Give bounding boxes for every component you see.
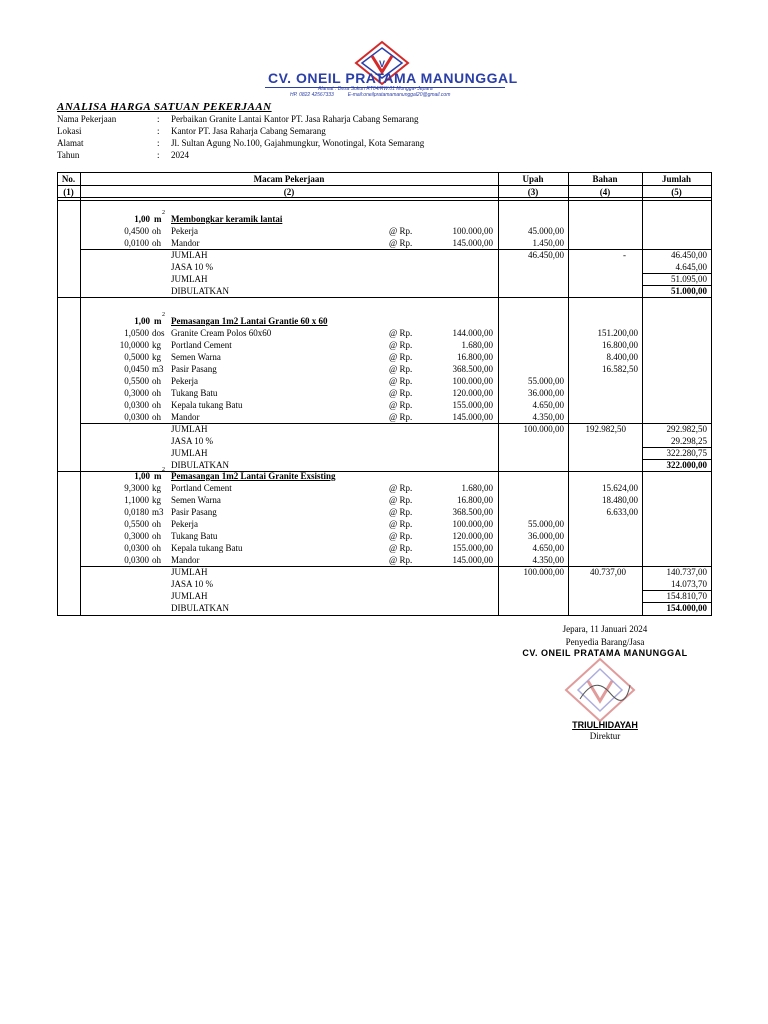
section-unit: m (154, 471, 162, 481)
item-coef: 1,0500 (124, 328, 149, 338)
summary-dibulatkan: 322.000,00 (666, 460, 707, 470)
item-unit: oh (152, 531, 161, 541)
item-upah: 4.650,00 (532, 543, 564, 553)
item-price: 1.680,00 (461, 340, 493, 350)
item-unit: oh (152, 388, 161, 398)
item-at: @ Rp. (389, 388, 413, 398)
item-name: Pekerja (171, 226, 198, 236)
item-upah: 55.000,00 (528, 519, 564, 529)
item-at: @ Rp. (389, 483, 413, 493)
item-unit: oh (152, 543, 161, 553)
item-at: @ Rp. (389, 238, 413, 248)
item-bahan: 18.480,00 (602, 495, 638, 505)
info-label: Alamat (57, 138, 84, 148)
item-name: Mandor (171, 412, 200, 422)
header-double-rule (57, 200, 711, 201)
item-price: 100.000,00 (452, 376, 493, 386)
col-rule-upah (568, 172, 569, 615)
header-no: No. (61, 174, 76, 184)
summary-jasa: 4.645,00 (675, 262, 707, 272)
item-price: 100.000,00 (452, 226, 493, 236)
item-upah: 4.350,00 (532, 412, 564, 422)
item-name: Semen Warna (171, 352, 221, 362)
document-title: ANALISA HARGA SATUAN PEKERJAAN (57, 101, 272, 113)
item-upah: 1.450,00 (532, 238, 564, 248)
colnum-macam: (2) (283, 187, 295, 197)
item-price: 155.000,00 (452, 543, 493, 553)
item-coef: 0,0450 (124, 364, 149, 374)
item-unit: dos (152, 328, 165, 338)
item-coef: 1,1000 (124, 495, 149, 505)
header-macam: Macam Pekerjaan (253, 174, 325, 184)
item-at: @ Rp. (389, 328, 413, 338)
item-at: @ Rp. (389, 412, 413, 422)
table-right-rule (711, 172, 712, 616)
item-name: Mandor (171, 238, 200, 248)
item-price: 120.000,00 (452, 531, 493, 541)
section-unit: m (154, 214, 162, 224)
summary-jasa: 29.298,25 (671, 436, 707, 446)
info-separator: : (157, 114, 160, 124)
summary-total: 292.982,50 (666, 424, 707, 434)
item-unit: m3 (152, 507, 164, 517)
item-at: @ Rp. (389, 555, 413, 565)
item-unit: oh (152, 238, 161, 248)
header-jumlah: Jumlah (661, 174, 691, 184)
signer-position: Direktur (589, 731, 621, 741)
item-coef: 0,3000 (124, 388, 149, 398)
info-row (57, 150, 557, 161)
item-name: Granite Cream Polos 60x60 (171, 328, 272, 338)
info-separator: : (157, 138, 160, 148)
table-left-rule (57, 172, 58, 616)
info-value: Jl. Sultan Agung No.100, Gajahmungkur, Wonotingal, Kota Semarang (171, 138, 425, 148)
item-bahan: 16.800,00 (602, 340, 638, 350)
item-coef: 0,5000 (124, 352, 149, 362)
summary-jumlah2: 154.810,70 (666, 591, 707, 601)
summary-jumlah2: 51.095,00 (671, 274, 707, 284)
header-divider (57, 185, 711, 186)
table-top-rule (57, 172, 711, 173)
section-divider (57, 297, 711, 298)
colnum-upah: (3) (527, 187, 539, 197)
company-name: CV. ONEIL PRATAMA MANUNGGAL (268, 70, 518, 86)
item-coef: 0,0300 (124, 400, 149, 410)
item-name: Portland Cement (171, 483, 232, 493)
item-price: 155.000,00 (452, 400, 493, 410)
item-bahan: 15.624,00 (602, 483, 638, 493)
item-at: @ Rp. (389, 519, 413, 529)
company-stamp (560, 655, 640, 725)
item-coef: 0,3000 (124, 531, 149, 541)
item-name: Kepala tukang Batu (171, 400, 243, 410)
header-upah: Upah (522, 174, 544, 184)
summary-jumlah2-label: JUMLAH (171, 591, 208, 601)
section-qty: 1,00 (134, 214, 150, 224)
info-row (57, 138, 557, 149)
info-row (57, 114, 557, 125)
item-at: @ Rp. (389, 495, 413, 505)
info-value: Kantor PT. Jasa Raharja Cabang Semarang (171, 126, 326, 136)
place-date: Jepara, 11 Januari 2024 (562, 624, 648, 634)
svg-text:V: V (378, 59, 386, 69)
colnum-jumlah: (5) (671, 187, 682, 197)
item-coef: 0,0300 (124, 555, 149, 565)
section-qty: 1,00 (134, 316, 150, 326)
item-name: Pasir Pasang (171, 507, 217, 517)
item-bahan: 151.200,00 (597, 328, 638, 338)
item-coef: 10,0000 (119, 340, 149, 350)
item-at: @ Rp. (389, 226, 413, 236)
item-name: Pasir Pasang (171, 364, 217, 374)
info-label: Nama Pekerjaan (57, 114, 117, 124)
item-name: Pekerja (171, 376, 198, 386)
summary-bahan: - (623, 250, 626, 260)
summary-dibulatkan-label: DIBULATKAN (171, 603, 229, 613)
summary-upah: 100.000,00 (523, 424, 564, 434)
summary-total: 46.450,00 (671, 250, 707, 260)
summary-bahan: 192.982,50 (585, 424, 626, 434)
item-upah: 45.000,00 (528, 226, 564, 236)
colnum-no: (1) (63, 187, 74, 197)
signer-name: TRIULHIDAYAH (572, 720, 638, 730)
info-label: Tahun (57, 150, 80, 160)
item-name: Semen Warna (171, 495, 221, 505)
colnum-bahan: (4) (599, 187, 611, 197)
item-bahan: 8.400,00 (606, 352, 638, 362)
unit-superscript: 2 (162, 312, 165, 318)
summary-bahan: 40.737,00 (590, 567, 626, 577)
item-coef: 0,0180 (124, 507, 149, 517)
summary-jumlah2-label: JUMLAH (171, 274, 208, 284)
item-coef: 9,3000 (124, 483, 149, 493)
item-coef: 0,0100 (124, 238, 149, 248)
item-price: 368.500,00 (452, 364, 493, 374)
section-qty: 1,00 (134, 471, 150, 481)
unit-superscript: 2 (162, 210, 165, 216)
info-value: 2024 (171, 150, 189, 160)
item-coef: 0,0300 (124, 412, 149, 422)
item-unit: oh (152, 519, 161, 529)
info-row (57, 126, 557, 137)
item-at: @ Rp. (389, 376, 413, 386)
item-upah: 55.000,00 (528, 376, 564, 386)
item-price: 16.800,00 (457, 352, 493, 362)
item-price: 368.500,00 (452, 507, 493, 517)
summary-dibulatkan-label: DIBULATKAN (171, 460, 229, 470)
summary-jasa: 14.073,70 (671, 579, 707, 589)
item-name: Kepala tukang Batu (171, 543, 243, 553)
summary-jasa-label: JASA 10 % (171, 262, 214, 272)
item-upah: 36.000,00 (528, 388, 564, 398)
item-unit: oh (152, 400, 161, 410)
item-price: 16.800,00 (457, 495, 493, 505)
signer-role: Penyedia Barang/Jasa (565, 637, 645, 647)
section-title: Pemasangan 1m2 Lantai Grantie 60 x 60 (171, 316, 328, 326)
item-at: @ Rp. (389, 340, 413, 350)
item-name: Pekerja (171, 519, 198, 529)
item-at: @ Rp. (389, 364, 413, 374)
item-price: 144.000,00 (452, 328, 493, 338)
item-name: Tukang Batu (171, 388, 218, 398)
item-upah: 36.000,00 (528, 531, 564, 541)
item-at: @ Rp. (389, 507, 413, 517)
item-unit: m3 (152, 364, 164, 374)
table-bottom-rule (57, 615, 711, 616)
item-at: @ Rp. (389, 400, 413, 410)
item-name: Tukang Batu (171, 531, 218, 541)
header-bahan: Bahan (592, 174, 618, 184)
item-price: 145.000,00 (452, 555, 493, 565)
item-at: @ Rp. (389, 531, 413, 541)
item-price: 145.000,00 (452, 238, 493, 248)
item-price: 1.680,00 (461, 483, 493, 493)
item-bahan: 6.633,00 (606, 507, 638, 517)
item-name: Portland Cement (171, 340, 232, 350)
item-unit: kg (152, 495, 161, 505)
summary-dibulatkan: 51.000,00 (671, 286, 707, 296)
item-unit: oh (152, 376, 161, 386)
item-name: Mandor (171, 555, 200, 565)
item-unit: kg (152, 352, 161, 362)
item-price: 145.000,00 (452, 412, 493, 422)
item-unit: kg (152, 483, 161, 493)
summary-upah: 100.000,00 (523, 567, 564, 577)
info-label: Lokasi (57, 126, 82, 136)
item-price: 120.000,00 (452, 388, 493, 398)
item-unit: kg (152, 340, 161, 350)
info-value: Perbaikan Granite Lantai Kantor PT. Jasa Raharja Cabang Semarang (171, 114, 419, 124)
item-coef: 0,0300 (124, 543, 149, 553)
summary-jumlah-label: JUMLAH (171, 567, 208, 577)
item-unit: oh (152, 412, 161, 422)
signer-company: CV. ONEIL PRATAMA MANUNGGAL (522, 648, 688, 658)
summary-jasa-label: JASA 10 % (171, 436, 214, 446)
item-coef: 0,4500 (124, 226, 149, 236)
section-title: Membongkar keramik lantai (171, 214, 283, 224)
item-upah: 4.650,00 (532, 400, 564, 410)
unit-superscript: 2 (162, 467, 165, 473)
info-separator: : (157, 126, 160, 136)
item-bahan: 16.582,50 (602, 364, 638, 374)
item-coef: 0,5500 (124, 376, 149, 386)
summary-jumlah-label: JUMLAH (171, 424, 208, 434)
section-title: Pemasangan 1m2 Lantai Granite Exsisting (171, 471, 336, 481)
summary-dibulatkan: 154.000,00 (666, 603, 707, 613)
section-unit: m (154, 316, 162, 326)
summary-jasa-label: JASA 10 % (171, 579, 214, 589)
company-contact: HP. 0822 42567333 E-mail:oneilpratamamanunggal20@gmail.com (290, 92, 451, 98)
item-at: @ Rp. (389, 543, 413, 553)
summary-total: 140.737,00 (666, 567, 707, 577)
col-rule-bahan (642, 172, 643, 615)
summary-jumlah2: 322.280,75 (666, 448, 707, 458)
item-unit: oh (152, 226, 161, 236)
summary-dibulatkan-label: DIBULATKAN (171, 286, 229, 296)
summary-upah: 46.450,00 (528, 250, 564, 260)
summary-jumlah-label: JUMLAH (171, 250, 208, 260)
item-unit: oh (152, 555, 161, 565)
item-at: @ Rp. (389, 352, 413, 362)
company-address: Alamat : Desa Sukun RT04/RW.01 Mongga- Jepara (318, 86, 433, 92)
item-price: 100.000,00 (452, 519, 493, 529)
info-separator: : (157, 150, 160, 160)
summary-jumlah2-label: JUMLAH (171, 448, 208, 458)
item-upah: 4.350,00 (532, 555, 564, 565)
item-coef: 0,5500 (124, 519, 149, 529)
